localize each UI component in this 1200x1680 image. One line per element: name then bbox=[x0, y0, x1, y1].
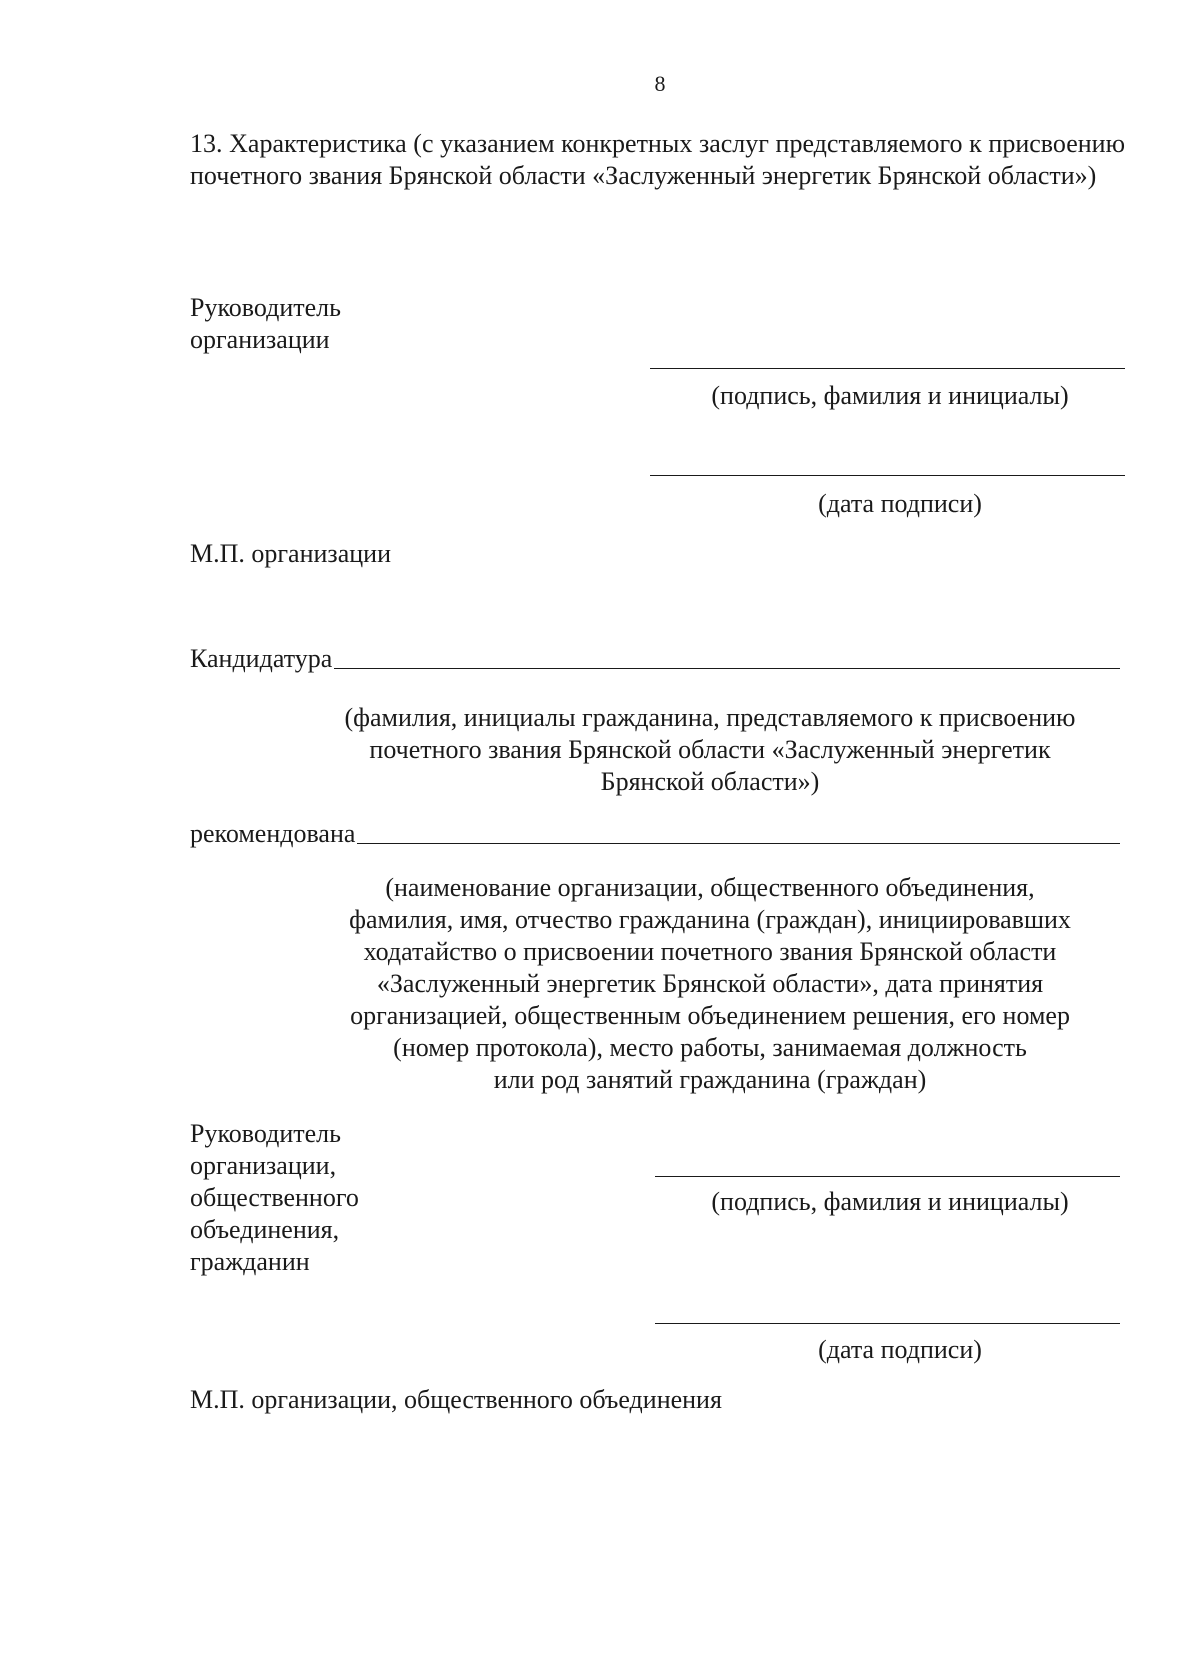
recommended-fill-line bbox=[357, 843, 1120, 844]
caption-line: организацией, общественным объединением решения, его номер bbox=[350, 1001, 1070, 1030]
date-caption: (дата подписи) bbox=[818, 1335, 982, 1364]
signature-line bbox=[655, 1176, 1120, 1177]
head-label-line: объединения, bbox=[190, 1215, 340, 1244]
head-label-line: общественного bbox=[190, 1183, 359, 1212]
section-13-heading: 13. Характеристика (с указанием конкретных заслуг представляемого к присвоению почетного звания Брянской области «Заслуженный энергетик Брянской области») bbox=[190, 129, 1125, 190]
signature-caption: (подпись, фамилия и инициалы) bbox=[711, 1187, 1069, 1216]
caption-line: (наименование организации, общественного объединения, bbox=[385, 873, 1035, 902]
candidacy-fill-line bbox=[334, 668, 1120, 669]
candidacy-row bbox=[190, 643, 1120, 675]
head-label bbox=[190, 292, 341, 356]
caption-line: Брянской области») bbox=[600, 767, 820, 796]
candidacy-label: Кандидатура bbox=[190, 644, 333, 673]
head-label-line: гражданин bbox=[190, 1247, 310, 1276]
date-line bbox=[655, 1323, 1120, 1324]
caption-line: фамилия, имя, отчество гражданина (граждан), инициировавших bbox=[349, 905, 1071, 934]
candidacy-caption bbox=[300, 702, 1120, 798]
signature-line bbox=[650, 368, 1125, 369]
page-number: 8 bbox=[654, 71, 666, 96]
stamp-label: М.П. организации bbox=[190, 539, 391, 568]
date-caption: (дата подписи) bbox=[818, 489, 982, 518]
recommended-label: рекомендована bbox=[190, 819, 356, 848]
head-label-line: организации bbox=[190, 325, 330, 354]
stamp-label: М.П. организации, общественного объединения bbox=[190, 1385, 722, 1414]
head-label-line: Руководитель bbox=[190, 293, 341, 322]
recommended-caption bbox=[290, 872, 1130, 1096]
caption-line: почетного звания Брянской области «Заслуженный энергетик bbox=[369, 735, 1051, 764]
head-label bbox=[190, 1118, 359, 1278]
head-label-line: организации, bbox=[190, 1151, 337, 1180]
caption-line: ходатайство о присвоении почетного звания Брянской области bbox=[363, 937, 1057, 966]
recommended-row bbox=[190, 818, 1120, 850]
caption-line: или род занятий гражданина (граждан) bbox=[493, 1065, 927, 1094]
signature-caption: (подпись, фамилия и инициалы) bbox=[711, 381, 1069, 410]
caption-line: «Заслуженный энергетик Брянской области», дата принятия bbox=[376, 969, 1044, 998]
caption-line: (номер протокола), место работы, занимаемая должность bbox=[393, 1033, 1027, 1062]
caption-line: (фамилия, инициалы гражданина, представляемого к присвоению bbox=[344, 703, 1076, 732]
head-label-line: Руководитель bbox=[190, 1119, 341, 1148]
date-line bbox=[650, 475, 1125, 476]
